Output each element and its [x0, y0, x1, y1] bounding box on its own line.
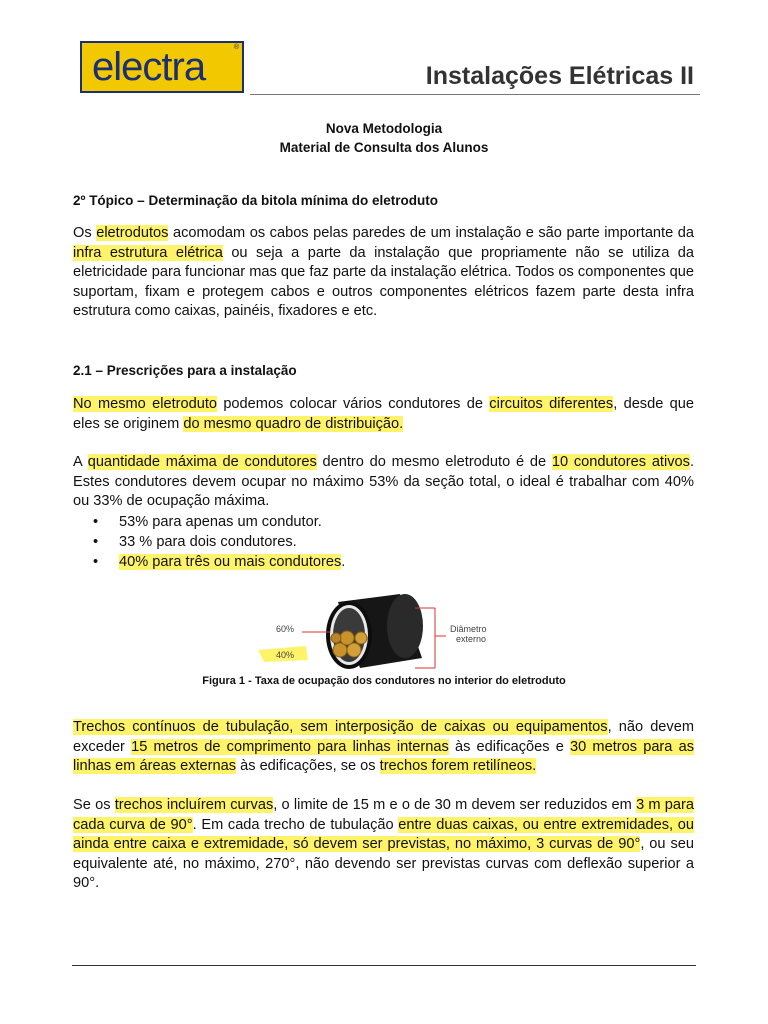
footer-divider [72, 965, 696, 966]
highlight: infra estrutura elétrica [73, 244, 223, 261]
trechos-paragraph-1 [73, 718, 694, 777]
topic-paragraph [73, 224, 694, 322]
text-run: às edificações e [448, 738, 571, 755]
list-item [119, 552, 345, 572]
text-run: , ou seu equivalente até, no máximo, 270°, não devendo ser previstas curvas com deflexão superior a 90°. [73, 836, 694, 891]
highlight: 3 m para cada curva de 90° [73, 797, 695, 833]
text-run: , desde que eles se originem [73, 396, 694, 432]
highlight: entre duas caixas, ou entre extremidades, ou ainda entre caixa e extremidade, só devem ser previstas, no máximo, 3 curvas de 90° [73, 816, 694, 852]
highlight: circuitos diferentes [489, 396, 614, 412]
conduit-illustration [250, 588, 510, 674]
text-run: Os [73, 225, 97, 241]
text-run: às edificações, se os [236, 758, 380, 774]
conduit-figure [250, 588, 510, 674]
label-40: 40% [276, 650, 295, 660]
section-21-paragraph-2 [73, 453, 694, 512]
highlight: 15 metros de comprimento para linhas internas [131, 738, 449, 755]
text-run: acomodam os cabos pelas paredes de um instalação e são parte importante da [168, 225, 695, 241]
label-externo: externo [456, 634, 487, 644]
logo-text: electra [92, 45, 206, 89]
doc-title-2: Material de Consulta dos Alunos [279, 140, 489, 155]
text-run: dentro do mesmo eletroduto é de [316, 454, 552, 470]
highlight: 40% para três ou mais condutores [119, 554, 342, 570]
text-run: podemos colocar vários condutores de [217, 396, 490, 412]
highlight: trechos forem retilíneos. [379, 758, 537, 774]
electra-logo [80, 41, 244, 93]
highlight: do mesmo quadro de distribuição. [183, 415, 404, 432]
trechos-paragraph-2 [73, 796, 694, 894]
occupation-list [73, 512, 345, 572]
highlight: No mesmo eletroduto [73, 396, 218, 412]
highlight: eletrodutos [96, 225, 169, 241]
text-run: ou seja a parte da instalação que propriamente não se utiliza da eletricidade para funcionar mas que faz parte da instalação elétrica. Todos os componentes que suportam, fixam e protegem cabos e outros componentes elétricos fazem parte desta infra estrutura como caixas, painéis, fixadores e etc. [73, 244, 694, 319]
text-run: , o limite de 15 m e o de 30 m devem ser reduzidos em [273, 797, 637, 813]
text-run: 53% para apenas um condutor. [119, 514, 322, 530]
header-divider [250, 94, 700, 95]
highlight: trechos incluírem curvas [114, 797, 274, 813]
text-run: . Em cada trecho de tubulação [192, 816, 399, 833]
label-diametro: Diâmetro [450, 624, 487, 634]
text-run: . [341, 554, 346, 570]
text-run: , não devem exceder [73, 719, 694, 755]
list-item [119, 532, 345, 552]
doc-title-1: Nova Metodologia [325, 121, 443, 136]
registered-mark-icon: ® [233, 44, 239, 51]
topic-heading: 2º Tópico – Determinação da bitola mínima do eletroduto [73, 193, 438, 208]
section-21-paragraph-1 [73, 395, 694, 434]
text-run: . Estes condutores devem ocupar no máximo 53% da seção total, o ideal é trabalhar com 40% ou 33% de ocupação máxima. [73, 454, 695, 509]
text-run: A [73, 454, 88, 470]
highlight: Trechos contínuos de tubulação, sem interposição de caixas ou equipamentos [73, 719, 608, 735]
list-item [119, 512, 345, 532]
highlight: quantidade máxima de condutores [87, 454, 317, 470]
text-run: 33 % para dois condutores. [119, 534, 297, 550]
highlight: 10 condutores ativos [551, 454, 690, 470]
label-60: 60% [276, 624, 295, 634]
highlight: 30 metros para as linhas em áreas externas [73, 738, 694, 774]
section-21-heading: 2.1 – Prescrições para a instalação [73, 363, 297, 378]
figure-caption: Figura 1 - Taxa de ocupação dos condutores no interior do eletroduto [202, 675, 566, 687]
header-title: Instalações Elétricas II [425, 62, 694, 90]
text-run: Se os [73, 797, 115, 813]
